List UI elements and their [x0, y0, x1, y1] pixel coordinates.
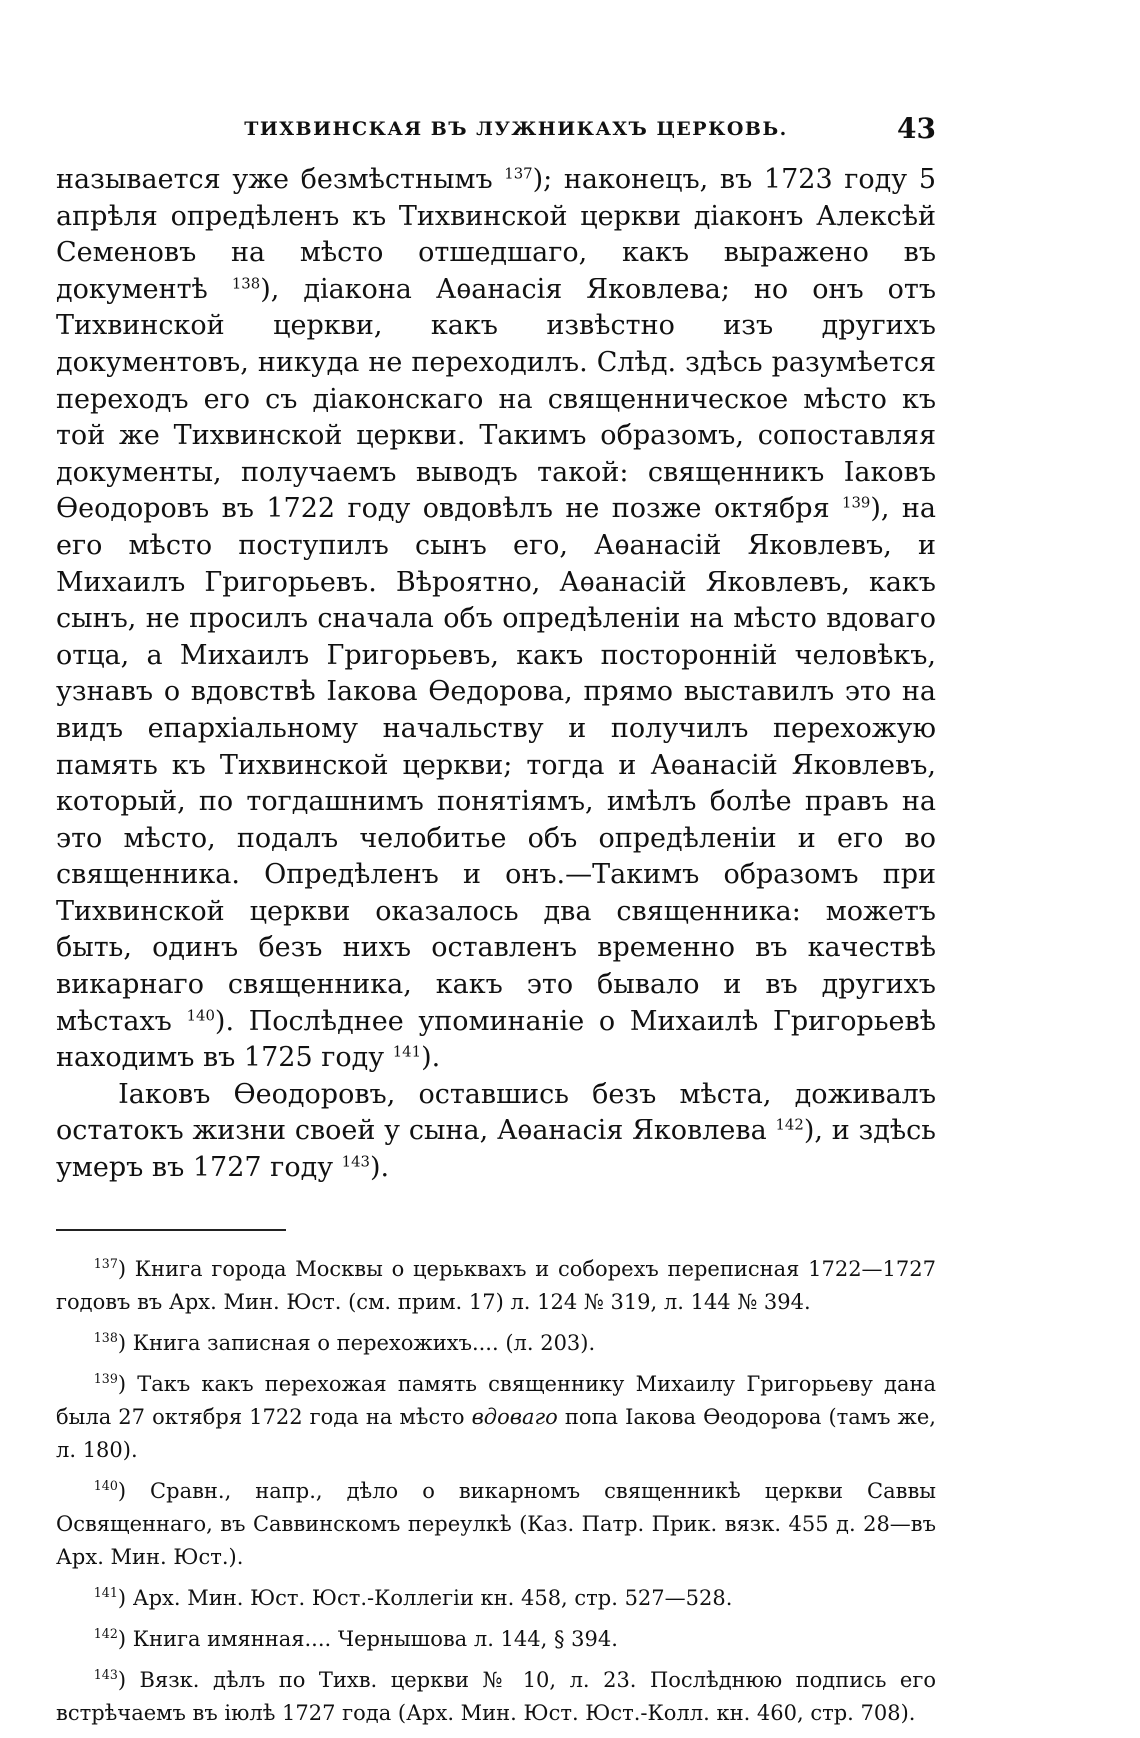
footnotes	[56, 1253, 936, 1730]
footnote-139	[56, 1368, 936, 1467]
footnote-ref-140: 140	[186, 1006, 215, 1025]
running-head	[56, 112, 936, 158]
footnote-ref-142: 142	[775, 1115, 804, 1134]
paragraph-text: ), діакона Аѳанасія Яковлева; но онъ отъ Тихвинской церкви, какъ извѣстно изъ другихъ документовъ, никуда не переходилъ. Слѣд. здѣсь разумѣется переходъ его съ діаконскаго на священническое мѣсто къ той же Тихвинской церкви. Такимъ образомъ, сопоставляя документы, получаемъ выводъ такой: священникъ Іаковъ Ѳеодоровъ въ 1722 году овдовѣлъ не позже октября	[56, 273, 937, 525]
footnote-number: 141	[93, 1584, 118, 1600]
footnote-number: 142	[93, 1625, 118, 1641]
footnote-text: ) Книга города Москвы о церьквахъ и соборехъ переписная 1722—1727 годовъ въ Арх. Мин. Юст. (см. прим. 17) л. 124 № 319, л. 144 № 394.	[56, 1256, 936, 1314]
footnote-ref-143: 143	[341, 1152, 371, 1171]
main-text	[56, 162, 936, 1187]
footnote-number: 138	[93, 1329, 118, 1345]
footnote-138	[56, 1327, 936, 1360]
footnote-ref-139: 139	[842, 493, 871, 512]
footnote-140	[56, 1475, 936, 1574]
footnote-143	[56, 1664, 936, 1730]
paragraph-text: ), на его мѣсто поступилъ сынъ его, Аѳанасій Яковлевъ, и Михаилъ Григорьевъ. Вѣроятно, Аѳанасій Яковлевъ, какъ сынъ, не просилъ сначала объ опредѣленіи на мѣсто вдоваго отца, а Михаилъ Григорьевъ, какъ посторонній человѣкъ, узнавъ о вдовствѣ Іакова Ѳедорова, прямо выставилъ это на видъ епархіальному начальству и получилъ перехожую память къ Тихвинской церкви; тогда и Аѳанасій Яковлевъ, который, по тогдашнимъ понятіямъ, имѣлъ болѣе правъ на это мѣсто, подалъ челобитье объ опредѣленіи и его во священника. Опредѣленъ и онъ.—Такимъ образомъ при Тихвинской церкви оказалось два священника: можетъ быть, одинъ безъ нихъ оставленъ временно въ качествѣ викарнаго священника, какъ это бывало и въ другихъ мѣстахъ	[56, 493, 936, 1037]
document-page	[56, 112, 937, 1738]
footnote-137	[56, 1253, 936, 1319]
footnote-number: 137	[93, 1255, 118, 1271]
footnote-ref-138: 138	[231, 274, 261, 293]
paragraph-text: Іаковъ Ѳеодоровъ, оставшись безъ мѣста, доживалъ остатокъ жизни своей у сына, Аѳанасія Яковлева	[56, 1078, 936, 1147]
running-head-title: ТИХВИНСКАЯ ВЪ ЛУЖНИКАХЪ ЦЕРКОВЬ.	[244, 118, 788, 140]
footnote-ref-137: 137	[504, 164, 533, 183]
footnote-text: ) Такъ какъ перехожая память священнику Михаилу Григорьеву дана была 27 октября 1722 года на мѣсто	[56, 1371, 936, 1429]
paragraph-text: ). Послѣднее упоминаніе о Михаилѣ Григорьевѣ находимъ въ 1725 году	[56, 1005, 936, 1074]
footnote-number: 140	[93, 1477, 118, 1493]
page-number: 43	[897, 112, 936, 145]
paragraph-text: называется уже безмѣстнымъ	[56, 164, 505, 195]
footnote-divider	[56, 1229, 286, 1231]
footnote-italic-text: вдоваго	[471, 1404, 558, 1429]
footnote-142	[56, 1623, 936, 1656]
footnote-141	[56, 1582, 936, 1615]
paragraph-text: ), и здѣсь умеръ въ 1727 году	[56, 1115, 936, 1184]
paragraph-text: ); наконецъ, въ 1723 году 5 апрѣля опредѣленъ къ Тихвинской церкви діаконъ Алексѣй Семеновъ на мѣсто отшедшаго, какъ выражено въ документѣ	[56, 164, 937, 305]
paragraph-2	[56, 1077, 936, 1187]
footnote-ref-141: 141	[392, 1042, 422, 1061]
footnote-number: 139	[93, 1370, 118, 1386]
footnote-text: ) Книга имянная.... Чернышова л. 144, § 394.	[117, 1626, 618, 1651]
footnote-text: попа Іакова Ѳеодорова (тамъ же, л. 180).	[56, 1404, 936, 1462]
footnote-text: ) Сравн., напр., дѣло о викарномъ священникѣ церкви Саввы Освященнаго, въ Саввинскомъ переулкѣ (Каз. Патр. Прик. вязк. 455 д. 28—въ Арх. Мин. Юст.).	[56, 1478, 936, 1569]
paragraph-text: ).	[370, 1152, 390, 1184]
paragraph-1	[56, 162, 936, 1077]
footnote-number: 143	[93, 1666, 118, 1682]
footnote-text: ) Книга записная о перехожихъ.... (л. 203).	[117, 1330, 596, 1355]
footnote-text: ) Арх. Мин. Юст. Юст.-Коллегіи кн. 458, стр. 527—528.	[117, 1585, 733, 1610]
footnote-text: ) Вязк. дѣлъ по Тихв. церкви № 10, л. 23. Послѣднюю подпись его встрѣчаемъ въ іюлѣ 1727 года (Арх. Мин. Юст. Юст.-Колл. кн. 460, стр. 708).	[56, 1667, 936, 1725]
paragraph-text: ).	[421, 1042, 441, 1074]
